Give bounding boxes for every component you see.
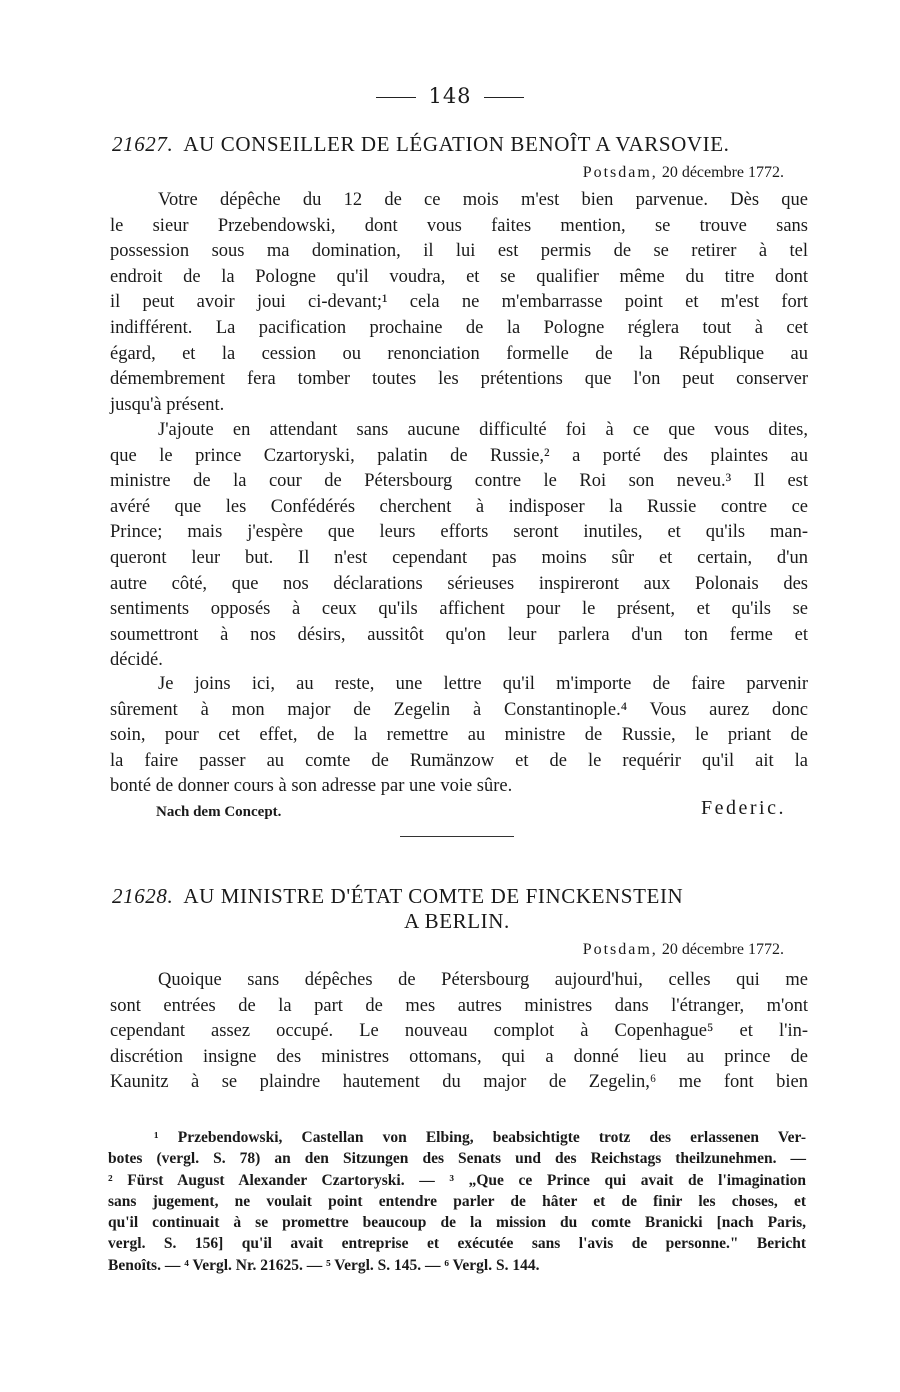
- text-line: Votre dépêche du 12 de ce mois m'est bien parvenue. Dès que: [158, 190, 808, 210]
- left-dash: [376, 97, 416, 98]
- footnotes: [108, 1127, 806, 1276]
- text-line: sont entrées de la part de mes autres ministres dans l'étranger, m'ont: [110, 995, 808, 1016]
- letter-paragraph: [110, 418, 808, 674]
- letter-paragraph: [110, 672, 808, 800]
- footnote-line: ² Fürst August Alexander Czartoryski. — ³ „Que ce Prince qui avait de l'imagination: [108, 1171, 806, 1189]
- text-line: Quoique sans dépêches de Pétersbourg aujourd'hui, celles qui me: [158, 970, 808, 990]
- text-line: soin, pour cet effet, de la remettre au ministre de Russie, le priant de: [110, 725, 808, 746]
- dateline-place: Potsdam,: [582, 164, 658, 181]
- letter-recipient: AU MINISTRE D'ÉTAT COMTE DE FINCKENSTEIN: [183, 884, 684, 908]
- source-note: Nach dem Concept.: [156, 804, 282, 820]
- text-line: Kaunitz à se plaindre hautement du major de Zegelin,⁶ me font bien: [110, 1072, 808, 1093]
- text-line: démembrement fera tomber toutes les prétentions que l'on peut conserver: [110, 369, 808, 390]
- text-line: indifférent. La pacification prochaine de la Pologne réglera tout à cet: [110, 317, 808, 338]
- signature: Federic.: [701, 797, 786, 819]
- text-line: Prince; mais j'espère que leurs efforts seront inutiles, et qu'ils man-: [110, 522, 808, 543]
- footnote-line: Benoîts. — ⁴ Vergl. Nr. 21625. — ⁵ Vergl. S. 145. — ⁶ Vergl. S. 144.: [108, 1256, 540, 1274]
- footnote-line: ¹ Przebendowski, Castellan von Elbing, beabsichtigte trotz des erlassenen Ver-: [154, 1129, 806, 1146]
- letter-paragraph: [110, 188, 808, 418]
- footnote-line: botes (vergl. S. 78) an den Sitzungen des Senats und des Reichstags theilzunehmen. —: [108, 1150, 806, 1168]
- text-line: soumettront à nos désirs, aussitôt qu'on leur parlera d'un ton ferme et: [110, 624, 808, 645]
- page-number: 148: [428, 84, 472, 108]
- page-number-header: [0, 84, 900, 108]
- text-line: ministre de la cour de Pétersbourg contre le Roi son neveu.³ Il est: [110, 471, 808, 492]
- footnote-line: sans jugement, ne voulait point entendre parler de hâter et de finir les choses, et: [108, 1192, 806, 1210]
- letter-heading: [112, 884, 802, 909]
- letter-number: 21627.: [112, 132, 174, 156]
- text-line: possession sous ma domination, il lui est permis de se retirer à tel: [110, 241, 808, 262]
- text-line: la faire passer au comte de Rumänzow et de le requérir qu'il ait la: [110, 750, 808, 771]
- dateline: [583, 164, 784, 182]
- text-line: avéré que les Confédérés cherchent à indisposer la Russie contre ce: [110, 496, 808, 517]
- text-line: égard, et la cession ou renonciation formelle de la République au: [110, 343, 808, 364]
- text-line: discrétion insigne des ministres ottomans, qui a donné lieu au prince de: [110, 1046, 808, 1067]
- text-line: sûrement à mon major de Zegelin à Constantinople.⁴ Vous aurez donc: [110, 699, 808, 720]
- letter-heading: [112, 132, 802, 157]
- letter-recipient-city: A BERLIN.: [404, 909, 510, 933]
- text-line: il peut avoir joui ci-devant;¹ cela ne m'embarrasse point et m'est fort: [110, 292, 808, 313]
- letter-recipient: AU CONSEILLER DE LÉGATION BENOÎT A VARSOVIE.: [183, 132, 730, 156]
- text-line: sentiments opposés à ceux qu'ils affichent pour le présent, et qu'ils se: [110, 599, 808, 620]
- letter-number: 21628.: [112, 884, 174, 908]
- dateline-date: 20 décembre 1772.: [661, 941, 784, 958]
- text-line: bonté de donner cours à son adresse par une voie sûre.: [110, 776, 513, 797]
- text-line: J'ajoute en attendant sans aucune difficulté foi à ce que vous dites,: [158, 420, 808, 440]
- text-line: autre côté, que nos déclarations sérieuses inspireront aux Polonais des: [110, 573, 808, 594]
- text-line: endroit de la Pologne qu'il voudra, et se qualifier même du titre dont: [110, 266, 808, 287]
- text-line: Je joins ici, au reste, une lettre qu'il m'importe de faire parvenir: [158, 674, 808, 694]
- footnote-line: vergl. S. 156] qu'il avait entreprise et exécutée sans l'avis de personne." Bericht: [108, 1235, 806, 1253]
- letter-heading-line2: [112, 909, 802, 934]
- right-dash: [484, 97, 524, 98]
- letter-paragraph: [110, 968, 808, 1096]
- text-line: cependant assez occupé. Le nouveau complot à Copenhague⁵ et l'in-: [110, 1021, 808, 1042]
- text-line: que le prince Czartoryski, palatin de Russie,² a porté des plaintes au: [110, 445, 808, 466]
- footnote-line: qu'il continuait à se promettre beaucoup de la mission du comte Branicki [nach Paris,: [108, 1214, 806, 1232]
- section-divider: [400, 836, 514, 837]
- dateline-date: 20 décembre 1772.: [661, 164, 784, 181]
- text-line: queront leur but. Il n'est cependant pas moins sûr et certain, d'un: [110, 547, 808, 568]
- dateline: [583, 941, 784, 959]
- text-line: décidé.: [110, 650, 163, 671]
- text-line: le sieur Przebendowski, dont vous faites mention, se trouve sans: [110, 215, 808, 236]
- text-line: jusqu'à présent.: [110, 394, 225, 415]
- dateline-place: Potsdam,: [582, 941, 658, 958]
